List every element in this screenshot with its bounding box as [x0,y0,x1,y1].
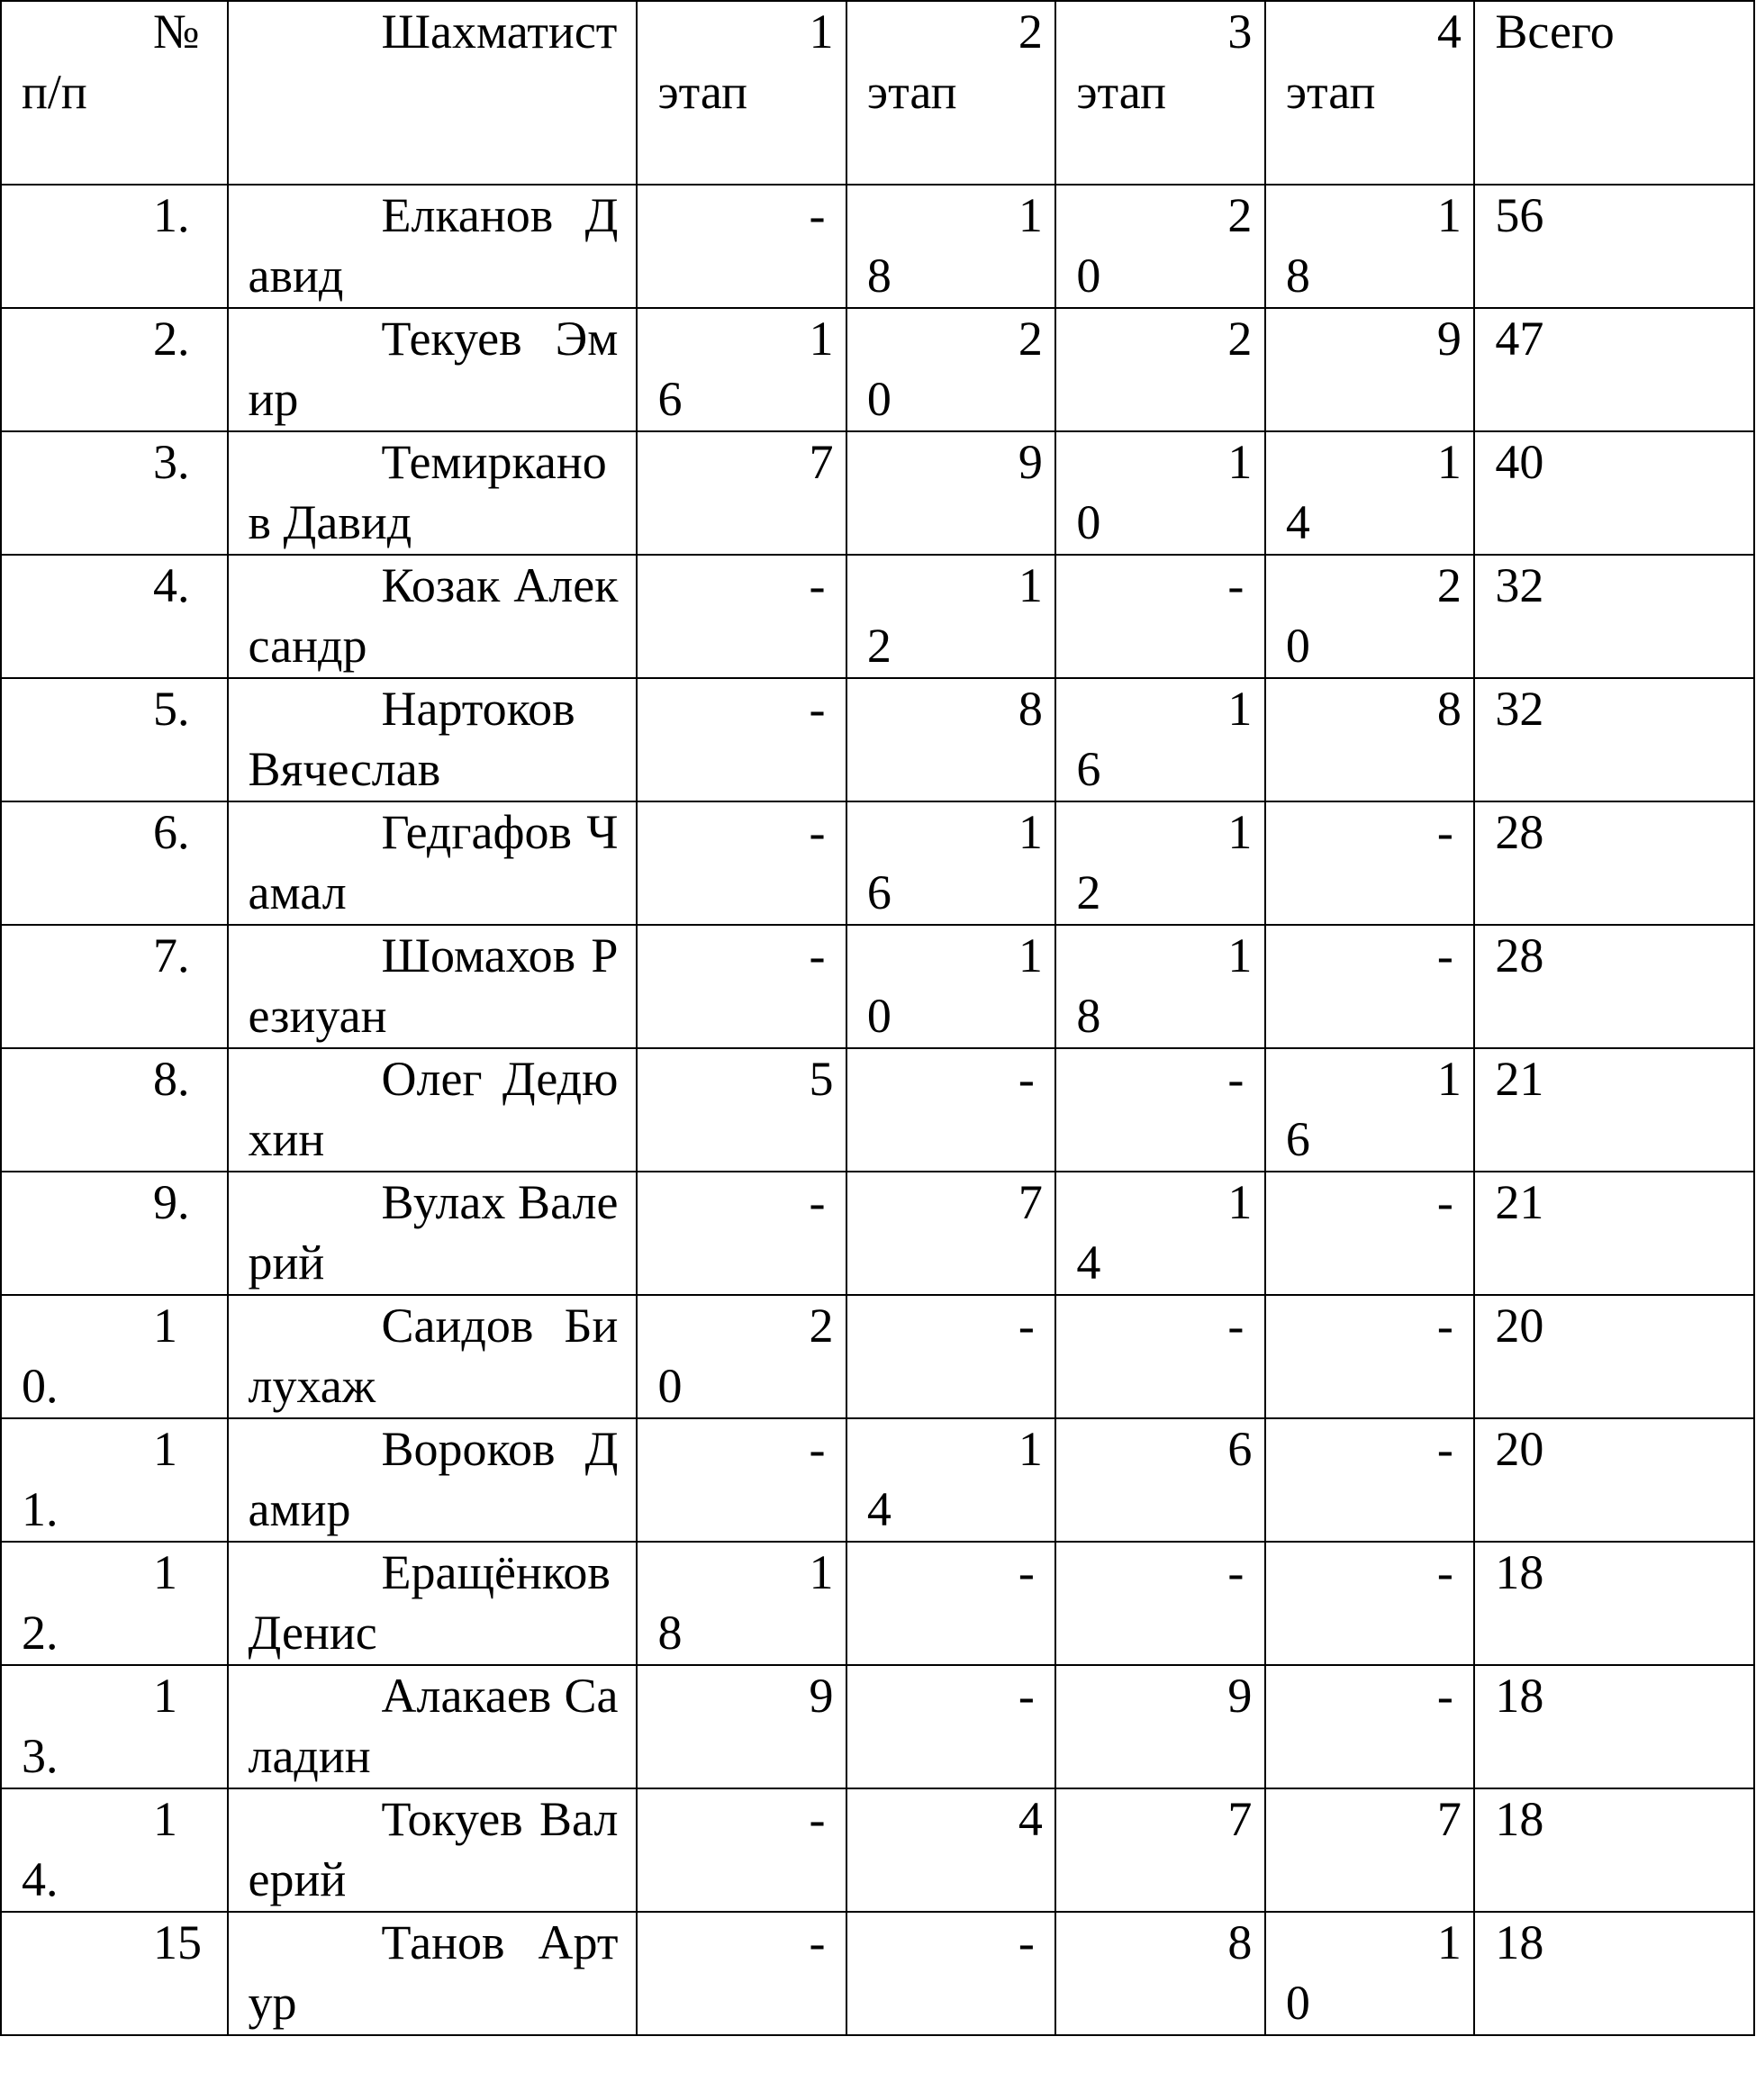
stage-1-score-cell [637,1542,846,1665]
player-name-cell [228,308,638,431]
stage-4-score: - [1436,928,1453,982]
stage-4-score: 9 [1436,312,1462,366]
stage-4-score-cell [1265,925,1474,1048]
stage-1-score: 20 [657,1299,834,1413]
total-score-cell [1474,1542,1754,1665]
stage-1-score: 18 [657,1545,834,1660]
stage-3-score: - [1227,1299,1245,1353]
table-row [1,555,1754,678]
player-name-cell [228,1912,638,2035]
row-num-cell [1,678,228,801]
stage-3-score-cell [1055,925,1264,1048]
row-num-cell [1,431,228,555]
stage-1-score-cell [637,678,846,801]
stage-3-score: - [1227,558,1245,612]
player-name: Вороков Дамир [248,1422,619,1536]
stage-2-score: 7 [1018,1175,1043,1229]
stage-4-score-cell [1265,1172,1474,1295]
stage-1-score-cell [637,1172,846,1295]
stage-1-score: - [809,1175,826,1229]
stage-2-score: 4 [1018,1792,1043,1846]
stage-4-score-cell [1265,308,1474,431]
row-num-cell [1,1048,228,1172]
row-num-cell [1,185,228,308]
total-score: 21 [1495,1052,1544,1106]
row-num: 13. [22,1669,177,1783]
row-num-cell [1,308,228,431]
table-row [1,1542,1754,1665]
player-name-cell [228,1295,638,1418]
player-name-cell [228,801,638,925]
player-name: Алакаев Саладин [248,1669,619,1783]
row-num: 14. [22,1792,177,1906]
player-name: Танов Артур [248,1915,619,2030]
row-num: 5. [153,682,190,736]
total-score: 21 [1495,1175,1544,1229]
player-name: Гедгафов Чамал [248,805,619,919]
row-num-cell [1,1542,228,1665]
total-score-cell [1474,431,1754,555]
stage-3-score-cell [1055,1788,1264,1912]
player-name: Олег Дедюхин [248,1052,619,1166]
player-name: Вулах Валерий [248,1175,619,1290]
table-row [1,431,1754,555]
header-total: Всего [1474,1,1754,185]
stage-4-score-cell [1265,555,1474,678]
total-score: 56 [1495,188,1544,242]
stage-4-score-cell [1265,1418,1474,1542]
row-num: 12. [22,1545,177,1660]
stage-1-score: - [809,558,826,612]
stage-1-score-cell [637,801,846,925]
stage-3-score-cell [1055,1418,1264,1542]
stage-3-score: 10 [1076,435,1253,549]
stage-4-score-cell [1265,1048,1474,1172]
table-row [1,678,1754,801]
stage-1-score-cell [637,925,846,1048]
stage-2-score: 10 [866,928,1043,1043]
stage-1-score-cell [637,308,846,431]
stage-4-score-cell [1265,1665,1474,1788]
stage-3-score: 8 [1227,1915,1253,1969]
player-name: Темирканов Давид [248,435,607,549]
player-name-cell [228,678,638,801]
stage-2-score: - [1018,1915,1035,1969]
total-score: 18 [1495,1545,1544,1599]
stage-1-score-cell [637,1912,846,2035]
row-num: 11. [22,1422,177,1536]
stage-2-score-cell [846,1418,1055,1542]
stage-1-score-cell [637,431,846,555]
player-name: Саидов Билухаж [248,1299,619,1413]
table-row [1,185,1754,308]
row-num: 15 [153,1915,202,1969]
player-name-cell [228,925,638,1048]
table-row [1,1788,1754,1912]
stage-2-score: 12 [866,558,1043,673]
stage-4-score: - [1436,1422,1453,1476]
total-score-cell [1474,1295,1754,1418]
stage-1-score: - [809,1792,826,1846]
stage-4-score-cell [1265,801,1474,925]
row-num-cell [1,925,228,1048]
stage-1-score-cell [637,1788,846,1912]
stage-1-score: - [809,682,826,736]
header-stage-2: 2 этап [846,1,1055,185]
stage-4-score: 16 [1285,1052,1462,1166]
stage-4-score-cell [1265,1542,1474,1665]
row-num-cell [1,1912,228,2035]
stage-3-score: 16 [1076,682,1253,796]
table-row [1,1048,1754,1172]
stage-3-score-cell [1055,1665,1264,1788]
stage-2-score-cell [846,308,1055,431]
stage-2-score: 18 [866,188,1043,303]
stage-4-score-cell [1265,1295,1474,1418]
row-num: 3. [153,435,190,489]
stage-4-score-cell [1265,185,1474,308]
total-score-cell [1474,185,1754,308]
row-num-cell [1,1172,228,1295]
header-stage-1: 1 этап [637,1,846,185]
table-row [1,1295,1754,1418]
total-score: 18 [1495,1792,1544,1846]
stage-2-score-cell [846,1665,1055,1788]
stage-3-score-cell [1055,1048,1264,1172]
total-score-cell [1474,555,1754,678]
row-num: 8. [153,1052,190,1106]
stage-2-score-cell [846,1048,1055,1172]
table-row [1,801,1754,925]
stage-3-score: 9 [1227,1669,1253,1723]
row-num-cell [1,555,228,678]
total-score-cell [1474,1172,1754,1295]
stage-4-score: 10 [1285,1915,1462,2030]
total-score-cell [1474,1912,1754,2035]
stage-3-score: 6 [1227,1422,1253,1476]
total-score-cell [1474,1788,1754,1912]
stage-2-score-cell [846,1295,1055,1418]
table-row [1,1418,1754,1542]
stage-2-score: 9 [1018,435,1043,489]
stage-3-score: 18 [1076,928,1253,1043]
row-num: 7. [153,928,190,982]
stage-3-score-cell [1055,678,1264,801]
stage-1-score: - [809,1915,826,1969]
stage-4-score-cell [1265,678,1474,801]
header-row [1,1,1754,185]
stage-2-score-cell [846,1788,1055,1912]
stage-3-score: 2 [1227,312,1253,366]
total-score-cell [1474,308,1754,431]
stage-3-score: - [1227,1545,1245,1599]
stage-2-score-cell [846,1172,1055,1295]
total-score-cell [1474,925,1754,1048]
player-name-cell [228,431,638,555]
total-score: 20 [1495,1299,1544,1353]
stage-2-score-cell [846,678,1055,801]
table-row [1,925,1754,1048]
header-stage-3: 3 этап [1055,1,1264,185]
row-num-cell [1,801,228,925]
total-score: 40 [1495,435,1544,489]
stage-1-score-cell [637,1418,846,1542]
row-num-cell [1,1665,228,1788]
stage-2-score-cell [846,1912,1055,2035]
row-num: 10. [22,1299,177,1413]
stage-3-score-cell [1055,185,1264,308]
total-score: 28 [1495,928,1544,982]
total-score-cell [1474,678,1754,801]
stage-4-score-cell [1265,1912,1474,2035]
stage-3-score: 12 [1076,805,1253,919]
stage-3-score-cell [1055,1295,1264,1418]
stage-2-score: - [1018,1052,1035,1106]
table-row [1,1912,1754,2035]
player-name: Елканов Давид [248,188,619,303]
player-name: Текуев Эмир [248,312,619,426]
stage-1-score-cell [637,1665,846,1788]
stage-3-score-cell [1055,308,1264,431]
total-score-cell [1474,801,1754,925]
player-name: Шомахов Резиуан [248,928,619,1043]
player-name-cell [228,1788,638,1912]
total-score: 47 [1495,312,1544,366]
row-num-cell [1,1418,228,1542]
stage-3-score-cell [1055,801,1264,925]
stage-2-score-cell [846,185,1055,308]
row-num: 4. [153,558,190,612]
player-name-cell [228,1542,638,1665]
header-stage-4: 4 этап [1265,1,1474,185]
stage-3-score: - [1227,1052,1245,1106]
stage-3-score: 7 [1227,1792,1253,1846]
player-name-cell [228,1048,638,1172]
stage-3-score-cell [1055,1542,1264,1665]
table-row [1,1665,1754,1788]
stage-1-score: 9 [809,1669,834,1723]
stage-1-score: 16 [657,312,834,426]
total-score-cell [1474,1418,1754,1542]
player-name: Токуев Валерий [248,1792,619,1906]
stage-1-score: - [809,188,826,242]
player-name: Козак Александр [248,558,619,673]
stage-2-score-cell [846,431,1055,555]
player-name-cell [228,1665,638,1788]
row-num: 1. [153,188,190,242]
stage-4-score: 18 [1285,188,1462,303]
stage-4-score: - [1436,1175,1453,1229]
header-name: Шахматист [228,1,638,185]
total-score: 18 [1495,1669,1544,1723]
player-name-cell [228,185,638,308]
total-score-cell [1474,1048,1754,1172]
stage-4-score: 14 [1285,435,1462,549]
stage-1-score-cell [637,555,846,678]
stage-2-score-cell [846,1542,1055,1665]
stage-2-score: - [1018,1669,1035,1723]
stage-2-score: 20 [866,312,1043,426]
stage-2-score: 14 [866,1422,1043,1536]
stage-2-score: 16 [866,805,1043,919]
row-num: 9. [153,1175,190,1229]
stage-2-score-cell [846,925,1055,1048]
stage-4-score: - [1436,1669,1453,1723]
stage-4-score-cell [1265,1788,1474,1912]
total-score: 32 [1495,682,1544,736]
stage-3-score-cell [1055,431,1264,555]
stage-4-score: - [1436,805,1453,859]
player-name-cell [228,1172,638,1295]
stage-1-score: - [809,928,826,982]
row-num-cell [1,1295,228,1418]
stage-4-score: 7 [1436,1792,1462,1846]
stage-1-score-cell [637,1295,846,1418]
stage-3-score-cell [1055,555,1264,678]
stage-3-score-cell [1055,1912,1264,2035]
total-score: 20 [1495,1422,1544,1476]
stage-2-score-cell [846,555,1055,678]
stage-1-score: 7 [809,435,834,489]
row-num-cell [1,1788,228,1912]
player-name: Еращёнков Денис [248,1545,611,1660]
total-score: 32 [1495,558,1544,612]
stage-1-score: - [809,805,826,859]
stage-3-score: 14 [1076,1175,1253,1290]
stage-2-score-cell [846,801,1055,925]
stage-1-score: 5 [809,1052,834,1106]
row-num: 6. [153,805,190,859]
stage-2-score: - [1018,1299,1035,1353]
player-name: Нартоков Вячеслав [248,682,575,796]
stage-3-score-cell [1055,1172,1264,1295]
stage-4-score-cell [1265,431,1474,555]
stage-2-score: 8 [1018,682,1043,736]
total-score-cell [1474,1665,1754,1788]
table-row [1,308,1754,431]
total-score: 18 [1495,1915,1544,1969]
header-num: № п/п [1,1,228,185]
stage-1-score-cell [637,185,846,308]
row-num: 2. [153,312,190,366]
stage-1-score: - [809,1422,826,1476]
player-name-cell [228,1418,638,1542]
stage-2-score: - [1018,1545,1035,1599]
stage-4-score: - [1436,1299,1453,1353]
stage-3-score: 20 [1076,188,1253,303]
total-score: 28 [1495,805,1544,859]
table-row [1,1172,1754,1295]
stage-4-score: 20 [1285,558,1462,673]
stage-4-score: - [1436,1545,1453,1599]
player-name-cell [228,555,638,678]
stage-1-score-cell [637,1048,846,1172]
stage-4-score: 8 [1436,682,1462,736]
